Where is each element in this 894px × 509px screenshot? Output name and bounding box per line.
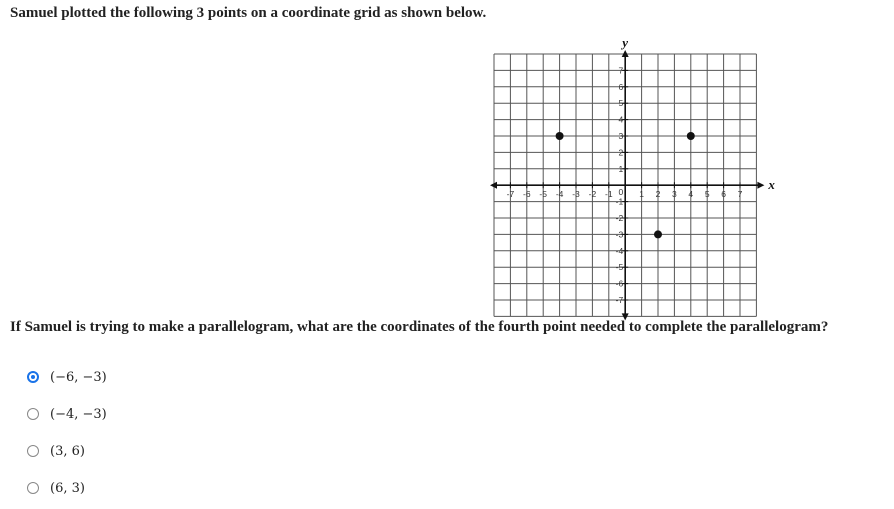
y-tick-label: -6 [615, 278, 624, 289]
x-tick-label: 4 [688, 189, 694, 200]
x-tick-label: 3 [672, 189, 677, 200]
x-tick-label: 6 [721, 189, 726, 200]
y-tick-label: 6 [618, 81, 624, 92]
x-axis-label: x [768, 177, 775, 193]
coordinate-grid [488, 36, 778, 326]
answer-choice-3[interactable] [27, 441, 85, 461]
plotted-point [654, 230, 662, 238]
y-tick-label: 1 [618, 163, 624, 174]
x-tick-label: -4 [555, 189, 564, 200]
plotted-point [687, 132, 695, 140]
x-tick-label: 7 [737, 189, 743, 200]
question-text: If Samuel is trying to make a parallelogram, what are the coordinates of the fourth point needed to complete the parallelogram? [10, 319, 829, 335]
y-tick-label: -1 [615, 196, 624, 207]
choice-label: (6, 3) [50, 480, 85, 496]
y-tick-label: 2 [618, 147, 624, 158]
answer-choice-4[interactable] [27, 478, 85, 498]
x-tick-label: -2 [588, 189, 597, 200]
y-tick-label: 4 [618, 114, 624, 125]
y-tick-label: -3 [615, 229, 624, 240]
y-tick-label: 5 [618, 98, 624, 109]
x-tick-label: -6 [523, 189, 531, 200]
y-tick-label: -5 [615, 262, 624, 273]
origin-label: 0 [618, 187, 624, 198]
y-tick-label: -4 [615, 245, 624, 256]
x-tick-label: -1 [605, 189, 613, 200]
x-axis-arrow-right [757, 182, 764, 189]
x-tick-label: -3 [572, 189, 580, 200]
x-tick-label: 1 [639, 189, 644, 200]
choice-label: (−6, −3) [50, 369, 107, 385]
y-tick-label: 7 [618, 65, 624, 76]
choice-label: (−4, −3) [50, 406, 107, 422]
prompt-text: Samuel plotted the following 3 points on a coordinate grid as shown below. [10, 5, 487, 21]
x-tick-label: -7 [506, 189, 515, 200]
radio-button[interactable] [27, 445, 39, 457]
y-tick-label: 3 [618, 131, 624, 141]
y-axis-label: y [622, 36, 629, 50]
radio-button[interactable] [27, 408, 39, 420]
choice-label: (3, 6) [50, 443, 85, 459]
x-tick-label: -5 [539, 189, 547, 200]
radio-button[interactable] [27, 371, 39, 383]
radio-button[interactable] [27, 482, 39, 494]
x-tick-label: 5 [704, 189, 710, 200]
y-tick-label: -2 [615, 213, 624, 223]
y-tick-label: -7 [615, 295, 624, 305]
plotted-point [556, 132, 564, 140]
answer-choice-1[interactable] [27, 367, 107, 387]
x-tick-label: 2 [655, 189, 661, 200]
answer-choice-2[interactable] [27, 404, 107, 424]
